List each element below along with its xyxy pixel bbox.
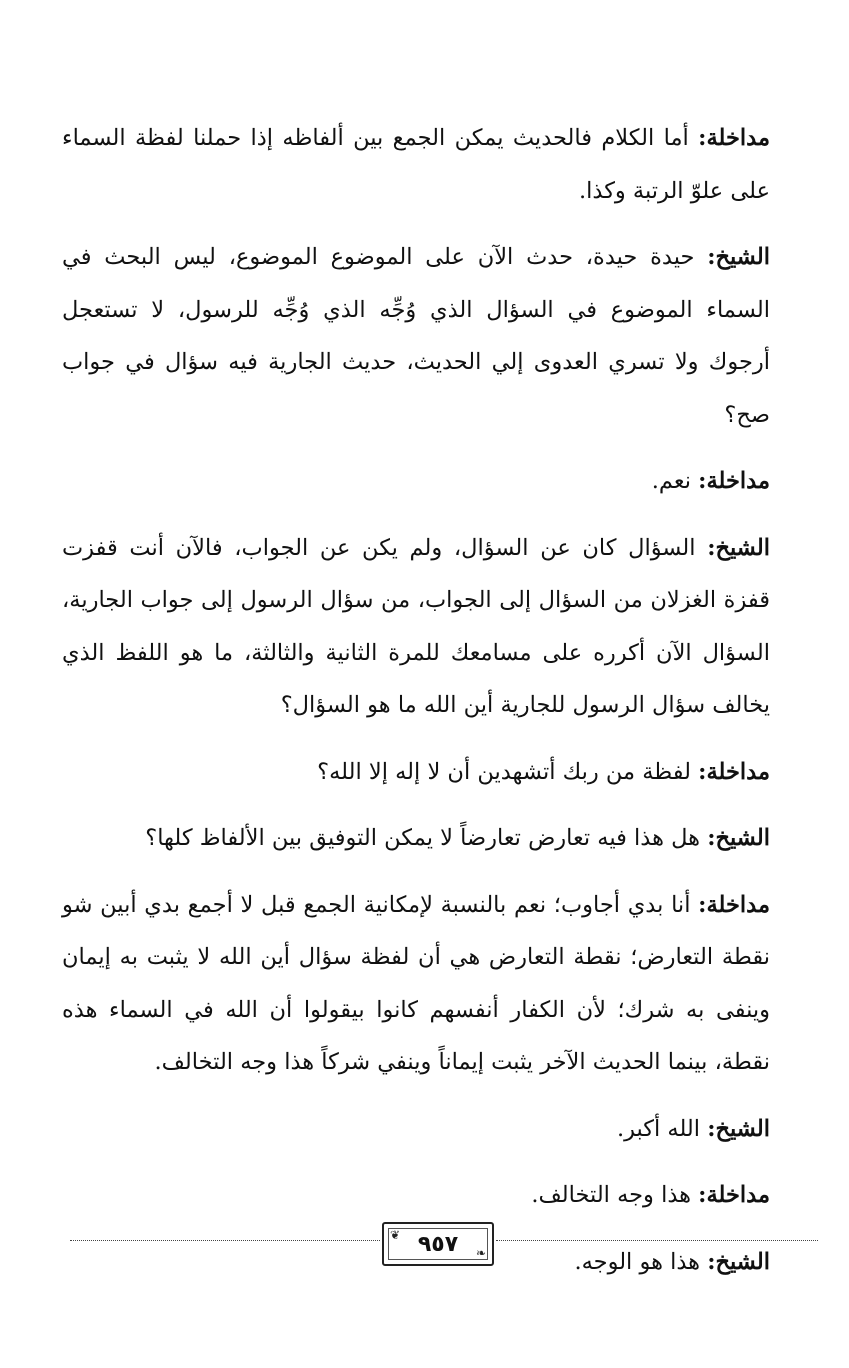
paragraph-text: حيدة حيدة، حدث الآن على الموضوع الموضوع، ليس البحث في السماء الموضوع في السؤال الذي وُجِّه الذي وُجِّه للرسول، لا تستعجل أرجوك ولا تسري العدوى إلي الحديث، حديث الجارية فيه سؤال في جواب صح؟: [62, 244, 770, 428]
paragraph-5: [62, 746, 770, 799]
speaker-label: الشيخ:: [707, 825, 770, 851]
footer-dotted-rule: [496, 1240, 818, 1241]
footer-dotted-rule: [70, 1240, 380, 1241]
paragraph-7: [62, 879, 770, 1089]
paragraph-9: [62, 1169, 770, 1222]
dialogue-text: [62, 112, 770, 1302]
paragraph-text: أنا بدي أجاوب؛ نعم بالنسبة لإمكانية الجمع قبل لا أجمع بدي أبين شو نقطة التعارض؛ نقطة التعارض هي أن لفظة سؤال أين الله لا يثبت به إيمان وينفى به شرك؛ لأن الكفار أنفسهم كانوا بيقولوا أن الله في السماء هذه نقطة، بينما الحديث الآخر يثبت إيماناً وينفي شركاً هذا وجه التخالف.: [62, 891, 770, 1075]
page-footer: [70, 1222, 818, 1272]
speaker-label: مداخلة:: [698, 468, 770, 494]
speaker-label: الشيخ:: [707, 1115, 770, 1142]
paragraph-6: [62, 812, 770, 865]
speaker-label: مداخلة:: [698, 758, 770, 785]
paragraph-text: هذا وجه التخالف.: [531, 1182, 699, 1208]
speaker-label: الشيخ:: [707, 534, 770, 561]
speaker-label: مداخلة:: [698, 1182, 770, 1208]
paragraph-text: هل هذا فيه تعارض تعارضاً لا يمكن التوفيق بين الألفاظ كلها؟: [145, 825, 708, 851]
paragraph-text: السؤال كان عن السؤال، ولم يكن عن الجواب، فالآن أنت قفزت قفزة الغزلان من السؤال إلى الجواب، من سؤال الرسول إلى جواب الجارية، السؤال الآن أكرره على مسامعك للمرة الثانية والثالثة، ما هو اللفظ الذي يخالف سؤال الرسول للجارية أين الله ما هو السؤال؟: [62, 534, 770, 718]
speaker-label: مداخلة:: [698, 125, 770, 151]
speaker-label: مداخلة:: [698, 891, 770, 918]
ornament-icon: ❧: [475, 1246, 486, 1260]
paragraph-text: نعم.: [651, 468, 699, 494]
speaker-label: الشيخ:: [707, 244, 770, 270]
paragraph-text: الله أكبر.: [616, 1115, 708, 1142]
page-number: ٩٥٧: [417, 1231, 459, 1257]
paragraph-3: [62, 455, 770, 508]
paragraph-text: أما الكلام فالحديث يمكن الجمع بين ألفاظه إذا حملنا لفظة السماء على علوّ الرتبة وكذا.: [62, 125, 770, 204]
paragraph-4: [62, 522, 770, 732]
paragraph-text: لفظة من ربك أتشهدين أن لا إله إلا الله؟: [317, 758, 699, 785]
ornament-icon: ❦: [390, 1228, 401, 1242]
paragraph-text: هذا هو الوجه.: [574, 1248, 708, 1275]
page-number-frame: [382, 1222, 494, 1266]
paragraph-2: [62, 231, 770, 441]
speaker-label: الشيخ:: [707, 1248, 770, 1275]
paragraph-1: [62, 112, 770, 217]
paragraph-8: [62, 1103, 770, 1156]
